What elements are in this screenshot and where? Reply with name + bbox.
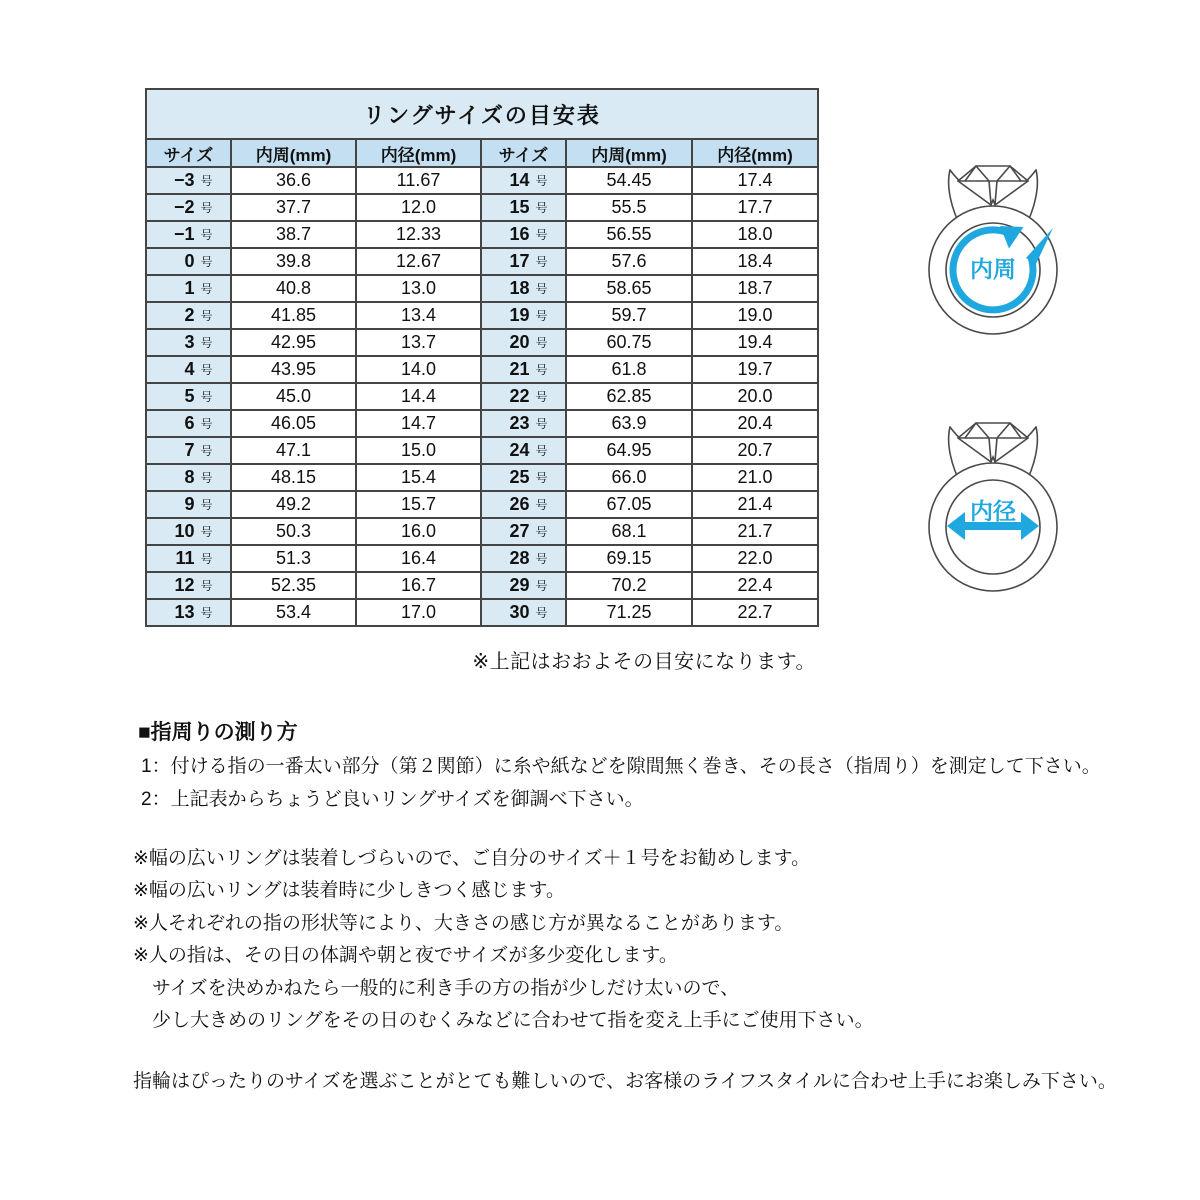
size-cell: 15 号	[481, 194, 566, 221]
circumference-cell: 42.95	[231, 329, 356, 356]
diameter-cell: 20.0	[692, 383, 818, 410]
diameter-cell: 15.4	[356, 464, 481, 491]
table-row	[146, 248, 818, 275]
table-title-row	[146, 89, 818, 139]
note-line: ※幅の広いリングは装着時に少しきつく感じます。	[133, 880, 566, 902]
diameter-cell: 17.7	[692, 194, 818, 221]
size-cell: 5 号	[146, 383, 231, 410]
circumference-cell: 47.1	[231, 437, 356, 464]
column-header-3: サイズ	[481, 139, 566, 167]
table-row	[146, 383, 818, 410]
diameter-cell: 16.4	[356, 545, 481, 572]
size-cell: −3 号	[146, 167, 231, 194]
size-cell: 3 号	[146, 329, 231, 356]
size-cell: 23 号	[481, 410, 566, 437]
diameter-cell: 18.4	[692, 248, 818, 275]
size-cell: 13 号	[146, 599, 231, 626]
diameter-cell: 19.4	[692, 329, 818, 356]
note-line: 少し大きめのリングをその日のむくみなどに合わせて指を変え上手にご使用下さい。	[133, 1010, 874, 1032]
size-cell: 26 号	[481, 491, 566, 518]
diameter-cell: 22.7	[692, 599, 818, 626]
size-cell: 9 号	[146, 491, 231, 518]
step-line: 2：上記表からちょうど良いリングサイズを御調べ下さい。	[141, 789, 644, 810]
circumference-cell: 50.3	[231, 518, 356, 545]
diameter-cell: 19.0	[692, 302, 818, 329]
diameter-cell: 12.33	[356, 221, 481, 248]
note-line: ※人の指は、その日の体調や朝と夜でサイズが多少変化します。	[133, 945, 678, 967]
diameter-cell: 17.4	[692, 167, 818, 194]
circumference-cell: 45.0	[231, 383, 356, 410]
diameter-cell: 19.7	[692, 356, 818, 383]
table-row	[146, 518, 818, 545]
circumference-cell: 55.5	[566, 194, 692, 221]
table-row	[146, 167, 818, 194]
circumference-cell: 56.55	[566, 221, 692, 248]
diameter-cell: 22.4	[692, 572, 818, 599]
size-cell: 2 号	[146, 302, 231, 329]
circumference-cell: 68.1	[566, 518, 692, 545]
circumference-cell: 48.15	[231, 464, 356, 491]
diameter-cell: 15.7	[356, 491, 481, 518]
diameter-cell: 13.0	[356, 275, 481, 302]
note-line: ※幅の広いリングは装着しづらいので、ご自分のサイズ＋１号をお勧めします。	[133, 848, 811, 869]
circumference-cell: 51.3	[231, 545, 356, 572]
circumference-cell: 41.85	[231, 302, 356, 329]
diameter-cell: 21.4	[692, 491, 818, 518]
circumference-cell: 54.45	[566, 167, 692, 194]
size-cell: 25 号	[481, 464, 566, 491]
circumference-cell: 64.95	[566, 437, 692, 464]
circumference-cell: 57.6	[566, 248, 692, 275]
circumference-cell: 59.7	[566, 302, 692, 329]
diameter-cell: 18.7	[692, 275, 818, 302]
size-cell: 8 号	[146, 464, 231, 491]
circumference-cell: 43.95	[231, 356, 356, 383]
table-row	[146, 437, 818, 464]
diameter-cell: 20.7	[692, 437, 818, 464]
ring-diagram-circumference	[903, 159, 1083, 344]
table-row	[146, 356, 818, 383]
circumference-cell: 49.2	[231, 491, 356, 518]
size-cell: 14 号	[481, 167, 566, 194]
circumference-cell: 36.6	[231, 167, 356, 194]
diameter-cell: 14.0	[356, 356, 481, 383]
size-cell: 11 号	[146, 545, 231, 572]
column-header-2: 内径(mm)	[356, 139, 481, 167]
size-cell: 29 号	[481, 572, 566, 599]
size-cell: 27 号	[481, 518, 566, 545]
size-notes	[133, 843, 874, 1037]
note-line: サイズを決めかねたら一般的に利き手の方の指が少しだけ太いので、	[133, 977, 740, 999]
size-cell: 30 号	[481, 599, 566, 626]
size-cell: 20 号	[481, 329, 566, 356]
circumference-cell: 63.9	[566, 410, 692, 437]
diameter-cell: 15.0	[356, 437, 481, 464]
table-row	[146, 410, 818, 437]
circumference-cell: 40.8	[231, 275, 356, 302]
diameter-cell: 20.4	[692, 410, 818, 437]
table-row	[146, 491, 818, 518]
diameter-cell: 21.7	[692, 518, 818, 545]
size-cell: 1 号	[146, 275, 231, 302]
table-row	[146, 572, 818, 599]
size-cell: 17 号	[481, 248, 566, 275]
step-line: 1：付ける指の一番太い部分（第２関節）に糸や紙などを隙間無く巻き、その長さ（指周り）を測定して下さい。	[141, 756, 1101, 777]
diameter-label: 内径	[970, 498, 1016, 524]
diameter-cell: 11.67	[356, 167, 481, 194]
circumference-cell: 39.8	[231, 248, 356, 275]
note-line: ※人それぞれの指の形状等により、大きさの感じ方が異なることがあります。	[133, 912, 794, 934]
circumference-cell: 53.4	[231, 599, 356, 626]
size-cell: 24 号	[481, 437, 566, 464]
diameter-cell: 13.7	[356, 329, 481, 356]
table-column-header-row	[146, 139, 818, 167]
diameter-cell: 21.0	[692, 464, 818, 491]
table-footnote: ※上記はおおよその目安になります。	[472, 651, 816, 673]
diameter-cell: 14.7	[356, 410, 481, 437]
circumference-cell: 67.05	[566, 491, 692, 518]
diameter-cell: 22.0	[692, 545, 818, 572]
diameter-cell: 16.0	[356, 518, 481, 545]
size-cell: 18 号	[481, 275, 566, 302]
circumference-cell: 37.7	[231, 194, 356, 221]
table-row	[146, 221, 818, 248]
diameter-cell: 14.4	[356, 383, 481, 410]
size-cell: 22 号	[481, 383, 566, 410]
size-cell: 4 号	[146, 356, 231, 383]
diameter-cell: 13.4	[356, 302, 481, 329]
size-cell: 6 号	[146, 410, 231, 437]
circumference-cell: 62.85	[566, 383, 692, 410]
size-cell: 28 号	[481, 545, 566, 572]
column-header-0: サイズ	[146, 139, 231, 167]
circumference-cell: 58.65	[566, 275, 692, 302]
column-header-5: 内径(mm)	[692, 139, 818, 167]
column-header-4: 内周(mm)	[566, 139, 692, 167]
diameter-cell: 16.7	[356, 572, 481, 599]
ring-size-table	[145, 88, 819, 627]
circumference-label: 内周	[970, 256, 1016, 282]
circumference-cell: 61.8	[566, 356, 692, 383]
diameter-cell: 18.0	[692, 221, 818, 248]
circumference-cell: 46.05	[231, 410, 356, 437]
table-row	[146, 599, 818, 626]
circumference-cell: 70.2	[566, 572, 692, 599]
diameter-cell: 12.0	[356, 194, 481, 221]
size-cell: 21 号	[481, 356, 566, 383]
size-cell: −1 号	[146, 221, 231, 248]
size-cell: 7 号	[146, 437, 231, 464]
circumference-cell: 71.25	[566, 599, 692, 626]
table-row	[146, 194, 818, 221]
table-title: リングサイズの目安表	[146, 89, 818, 139]
size-cell: 10 号	[146, 518, 231, 545]
size-cell: 19 号	[481, 302, 566, 329]
measuring-section-heading: ■指周りの測り方	[138, 721, 298, 744]
table-row	[146, 329, 818, 356]
size-cell: −2 号	[146, 194, 231, 221]
diameter-cell: 17.0	[356, 599, 481, 626]
closing-note: 指輪はぴったりのサイズを選ぶことがとても難しいので、お客様のライフスタイルに合わせ上手にお楽しみ下さい。	[133, 1071, 1117, 1092]
table-row	[146, 464, 818, 491]
circumference-cell: 38.7	[231, 221, 356, 248]
table-row	[146, 275, 818, 302]
circumference-cell: 69.15	[566, 545, 692, 572]
size-cell: 12 号	[146, 572, 231, 599]
ring-diagram-diameter	[903, 416, 1083, 601]
measuring-steps	[141, 750, 1101, 816]
circumference-cell: 52.35	[231, 572, 356, 599]
diameter-cell: 12.67	[356, 248, 481, 275]
table-row	[146, 545, 818, 572]
column-header-1: 内周(mm)	[231, 139, 356, 167]
size-cell: 16 号	[481, 221, 566, 248]
table-row	[146, 302, 818, 329]
circumference-cell: 60.75	[566, 329, 692, 356]
circumference-cell: 66.0	[566, 464, 692, 491]
size-cell: 0 号	[146, 248, 231, 275]
